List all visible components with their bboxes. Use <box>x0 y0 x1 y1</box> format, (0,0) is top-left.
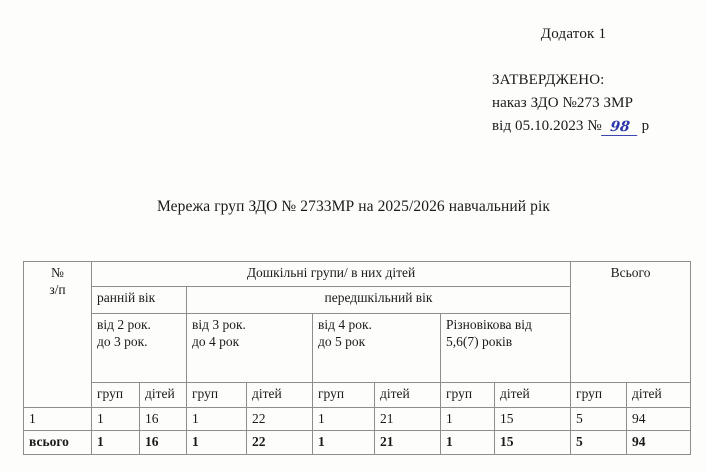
header-range-mixed-line2: 5,6(7) років <box>446 334 513 350</box>
subheader-groups-2: груп <box>187 383 247 408</box>
total-row-label: всього <box>24 431 92 455</box>
groups-table <box>23 261 691 455</box>
table-header-row-subs <box>24 383 691 408</box>
cell-groups-total: 5 <box>571 408 627 431</box>
approval-date-prefix: від 05.10.2023 № <box>492 117 602 134</box>
header-index-line1: № <box>51 265 64 280</box>
row-label: 1 <box>24 408 92 431</box>
approval-block <box>470 69 695 137</box>
cell-groups-mixed: 1 <box>441 408 495 431</box>
total-children-3-4: 22 <box>247 431 313 455</box>
header-index-column <box>24 262 92 408</box>
header-index-line2: з/п <box>49 282 66 298</box>
cell-groups-4-5: 1 <box>313 408 375 431</box>
header-range-3-4 <box>187 314 313 383</box>
header-range-4-5 <box>313 314 441 383</box>
header-range-2-3 <box>92 314 187 383</box>
cell-children-4-5: 21 <box>375 408 441 431</box>
table-row <box>24 408 691 431</box>
subheader-children-3: дітей <box>375 383 441 408</box>
document-header <box>470 26 695 137</box>
approval-date-suffix: р <box>641 117 650 134</box>
total-children-2-3: 16 <box>140 431 187 455</box>
total-groups-mixed: 1 <box>441 431 495 455</box>
subheader-groups-3: груп <box>313 383 375 408</box>
cell-children-3-4: 22 <box>247 408 313 431</box>
approval-line-order: наказ ЗДО №273 ЗМР <box>492 94 634 111</box>
subheader-groups-total: груп <box>571 383 627 408</box>
header-total-column: Всього <box>571 262 691 383</box>
approval-line-date <box>492 115 695 138</box>
cell-children-2-3: 16 <box>140 408 187 431</box>
cell-children-mixed: 15 <box>495 408 571 431</box>
subheader-children-1: дітей <box>140 383 187 408</box>
header-band-preschool-age: передшкільний вік <box>187 287 571 314</box>
header-range-4-5-line2: до 5 рок <box>318 334 366 350</box>
total-groups-2-3: 1 <box>92 431 140 455</box>
handwritten-order-number: 98 <box>601 120 639 136</box>
page-title: Мережа груп ЗДО № 2733МР на 2025/2026 навчальний рік <box>156 198 551 215</box>
appendix-label: Додаток 1 <box>540 26 607 42</box>
total-children-all: 94 <box>627 431 691 455</box>
header-range-mixed <box>441 314 571 383</box>
header-range-4-5-line1: від 4 рок. <box>318 317 372 332</box>
table-row-total <box>24 431 691 455</box>
subheader-groups-1: груп <box>92 383 140 408</box>
header-preschool-groups-span: Дошкільні групи/ в них дітей <box>92 262 571 287</box>
total-children-4-5: 21 <box>375 431 441 455</box>
total-children-mixed: 15 <box>495 431 571 455</box>
approval-line-approved: ЗАТВЕРДЖЕНО: <box>492 72 605 88</box>
total-groups-3-4: 1 <box>187 431 247 455</box>
header-range-mixed-line1: Різновікова від <box>446 317 532 332</box>
header-band-early-age: ранній вік <box>92 287 187 314</box>
header-range-2-3-line1: від 2 рок. <box>97 317 151 332</box>
cell-groups-3-4: 1 <box>187 408 247 431</box>
subheader-children-2: дітей <box>247 383 313 408</box>
header-range-3-4-line1: від 3 рок. <box>192 317 246 332</box>
cell-groups-2-3: 1 <box>92 408 140 431</box>
subheader-groups-4: груп <box>441 383 495 408</box>
table-header-row-span <box>24 262 691 287</box>
subheader-children-total: дітей <box>627 383 691 408</box>
total-groups-4-5: 1 <box>313 431 375 455</box>
subheader-children-4: дітей <box>495 383 571 408</box>
cell-children-total: 94 <box>627 408 691 431</box>
header-range-3-4-line2: до 4 рок <box>192 334 240 350</box>
groups-table-container <box>23 261 690 455</box>
total-groups-all: 5 <box>571 431 627 455</box>
header-range-2-3-line2: до 3 рок. <box>97 334 148 350</box>
